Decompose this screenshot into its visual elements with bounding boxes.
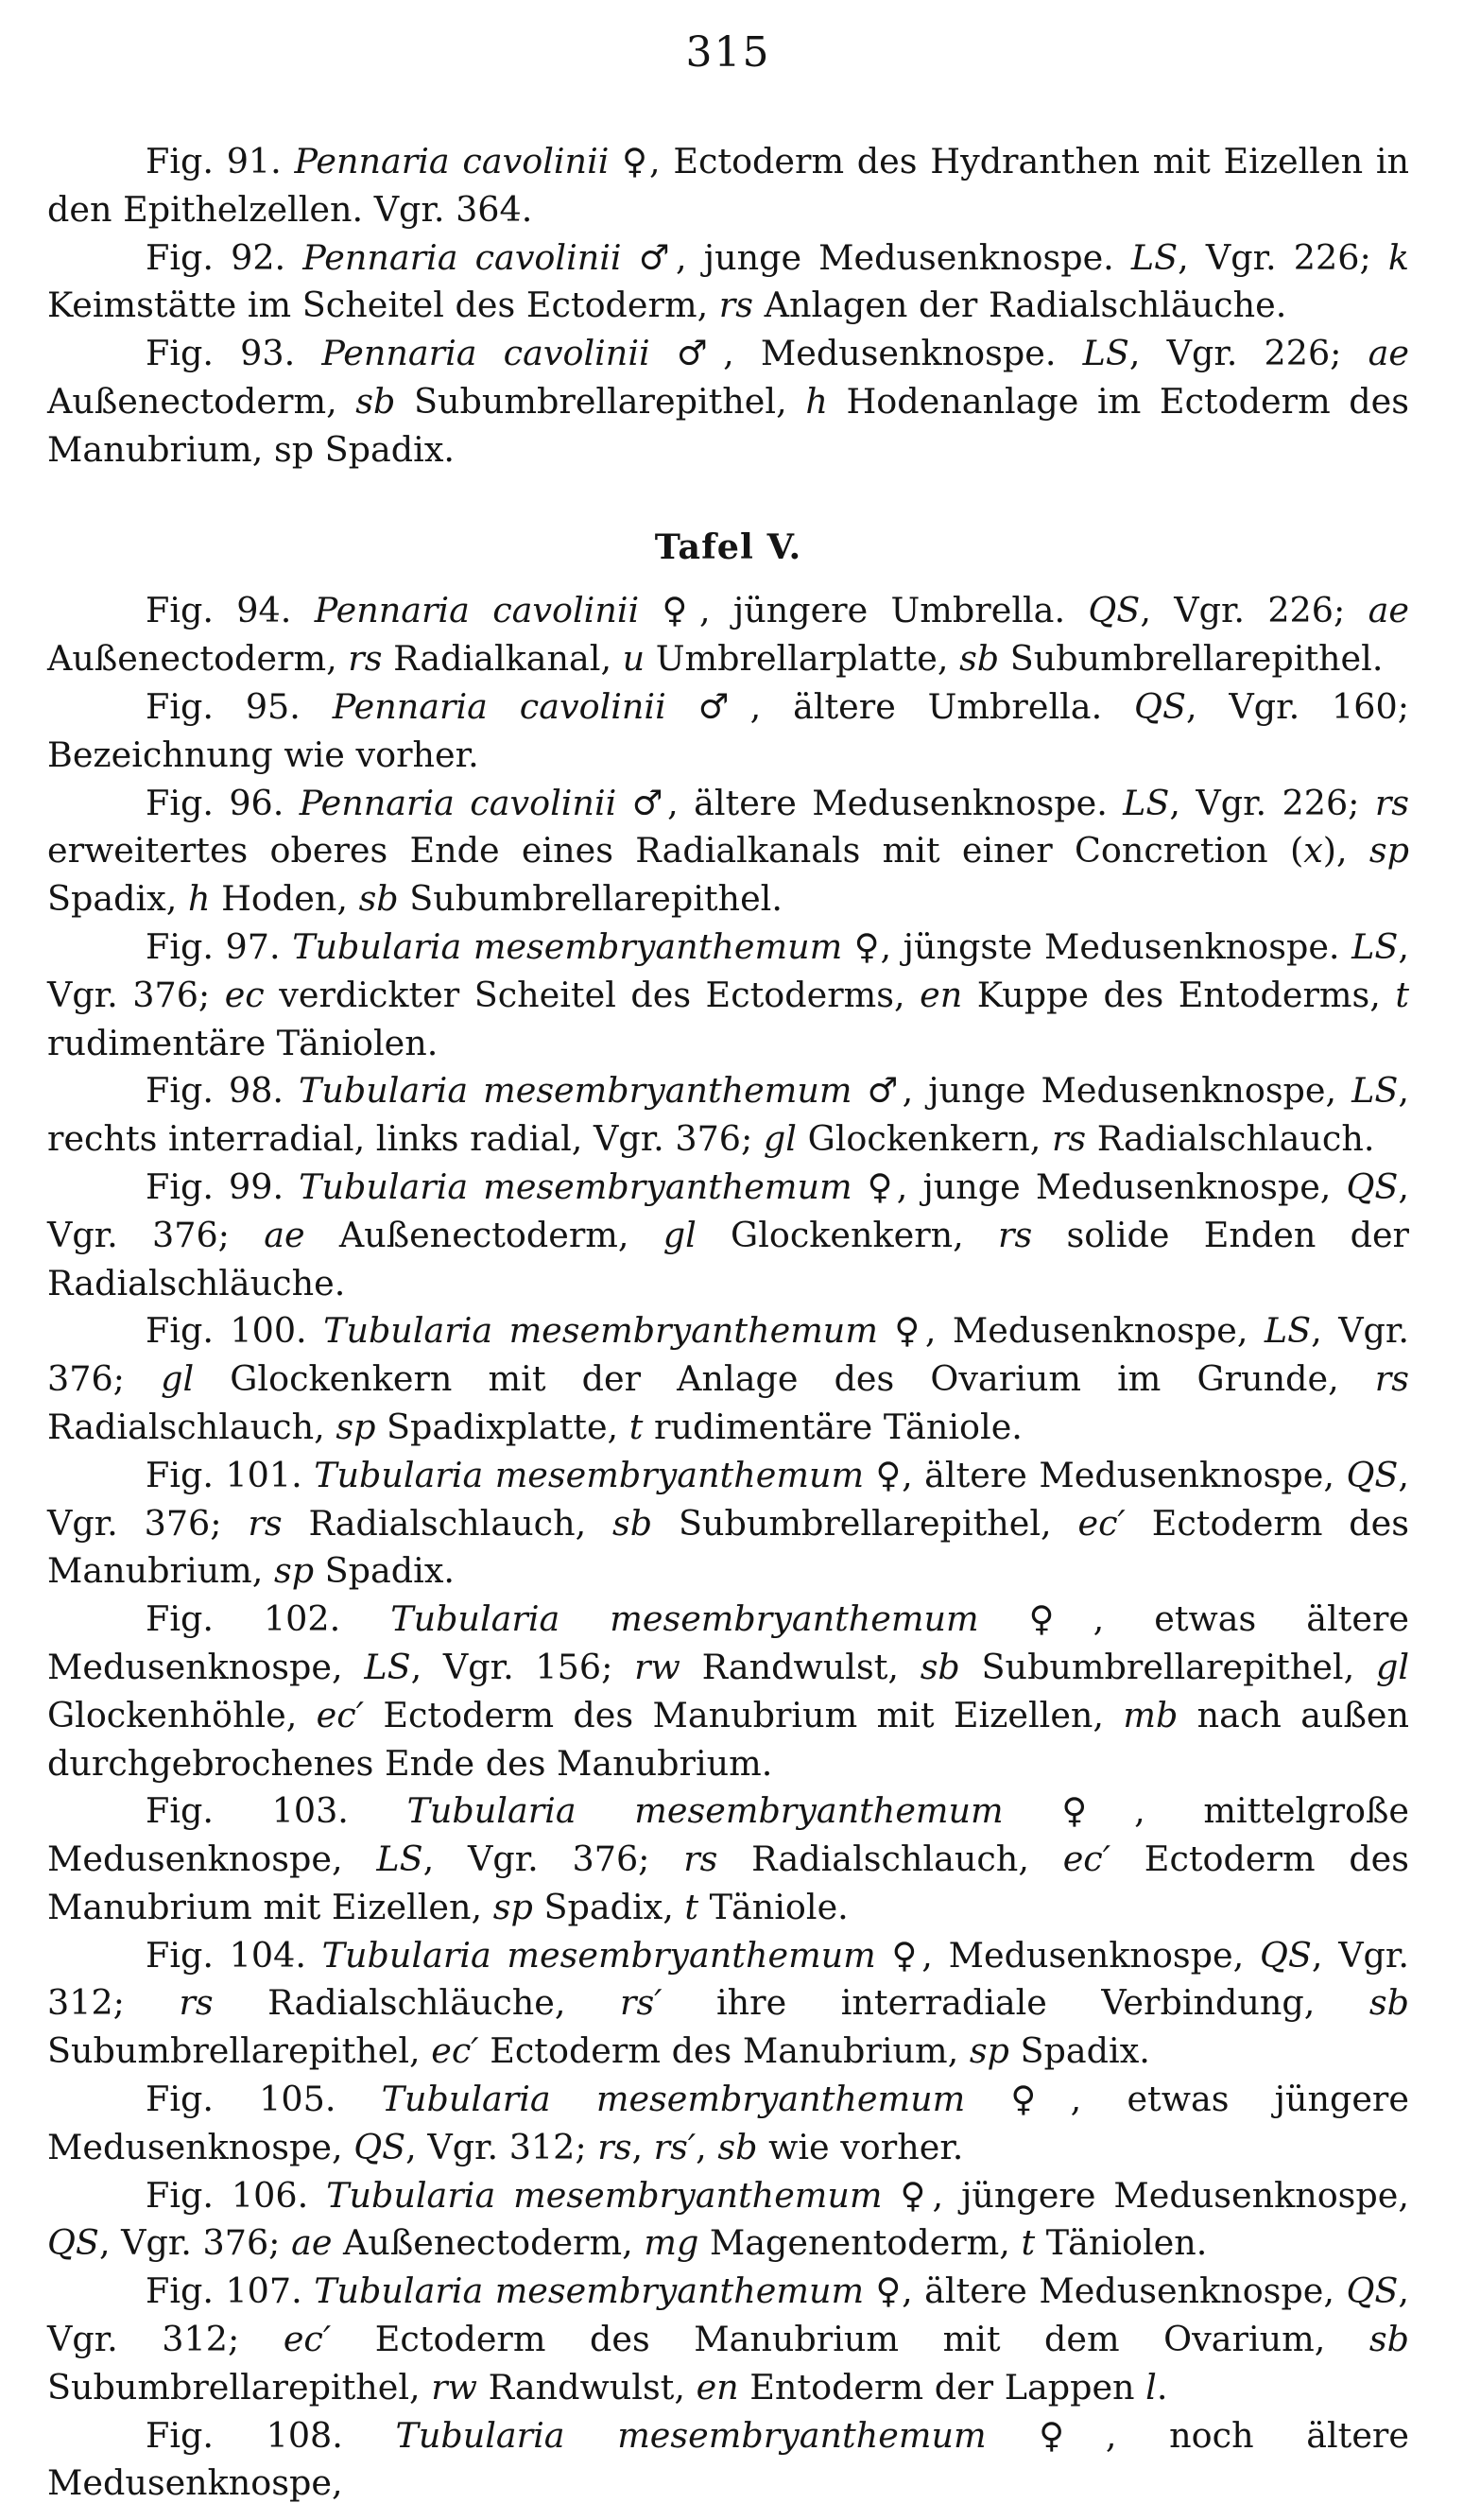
italic-term: sb: [959, 638, 1000, 680]
italic-term: QS: [1346, 1165, 1399, 1207]
caption-text: ♂, Medusenknospe.: [649, 333, 1083, 374]
italic-term: Pennaria cavolinii: [332, 685, 666, 727]
caption-text: Fig. 104.: [146, 1934, 322, 1976]
italic-term: ec′: [316, 1694, 365, 1735]
figure-caption: [47, 1596, 1409, 1787]
caption-text: Subumbrellarepithel.: [999, 638, 1384, 680]
italic-term: ae: [1368, 333, 1410, 374]
italic-term: sp: [273, 1550, 315, 1592]
italic-term: ae: [1368, 590, 1410, 631]
caption-text: Fig. 108.: [146, 2414, 396, 2456]
italic-term: Tubularia mesembryanthemum: [314, 2270, 865, 2312]
caption-text: Fig. 93.: [146, 333, 322, 374]
figure-caption: [47, 1067, 1409, 1164]
italic-term: Tubularia mesembryanthemum: [299, 1165, 852, 1207]
italic-term: sb: [358, 878, 399, 920]
caption-text: ♀, ältere Medusenknospe,: [864, 2270, 1347, 2312]
italic-term: ae: [264, 1214, 305, 1255]
caption-text: Fig. 96.: [146, 782, 300, 823]
figure-caption: [47, 780, 1409, 923]
caption-text: Ectoderm des Manubrium,: [47, 1502, 1409, 1592]
caption-text: Magenentoderm,: [698, 2222, 1022, 2264]
caption-text: Radialschlauch,: [282, 1502, 613, 1544]
caption-text: verdickter Scheitel des Ectoderms,: [264, 974, 921, 1015]
italic-term: QS: [1346, 1454, 1399, 1495]
italic-term: LS: [1082, 333, 1129, 374]
italic-term: QS: [1134, 685, 1186, 727]
caption-text: ),: [1322, 830, 1369, 872]
caption-text: Radialschlauch.: [1086, 1118, 1375, 1160]
caption-text: Radialkanal,: [382, 638, 623, 680]
caption-text: Glockenkern,: [796, 1118, 1052, 1160]
italic-term: u: [622, 638, 645, 680]
caption-text: rudimentäre Täniolen.: [47, 1022, 439, 1063]
caption-text: , Vgr. 156;: [410, 1646, 635, 1687]
italic-term: sb: [920, 1646, 960, 1687]
caption-text: Außenectoderm,: [332, 2222, 645, 2264]
caption-text: Umbrellarplatte,: [645, 638, 960, 680]
caption-text: Fig. 100.: [146, 1310, 324, 1352]
figure-caption: [47, 330, 1409, 474]
italic-term: ec′: [1062, 1838, 1111, 1880]
figure-caption: [47, 587, 1409, 683]
caption-text: , Vgr. 312;: [405, 2126, 598, 2167]
caption-text: ♀, jüngere Umbrella.: [639, 590, 1089, 631]
caption-text: , Vgr. 376;: [422, 1838, 684, 1880]
italic-term: en: [920, 974, 963, 1015]
italic-term: Pennaria cavolinii: [302, 236, 622, 278]
caption-text: , Vgr. 312;: [47, 1934, 1409, 2024]
caption-text: .: [1156, 2366, 1168, 2408]
italic-term: Pennaria cavolinii: [299, 782, 617, 823]
caption-text: , Vgr. 376;: [47, 1165, 1410, 1255]
caption-text: ♀, Ectoderm des Hydranthen mit Eizellen in den Epithelzellen. Vgr. 364.: [47, 141, 1410, 230]
italic-term: gl: [161, 1358, 195, 1400]
caption-text: , Vgr. 376;: [47, 1310, 1409, 1400]
italic-term: Tubularia mesembryanthemum: [326, 2174, 883, 2216]
caption-text: Keimstätte im Scheitel des Ectoderm,: [47, 285, 719, 326]
italic-term: Tubularia mesembryanthemum: [381, 2079, 966, 2120]
italic-term: Tubularia mesembryanthemum: [390, 1598, 979, 1640]
italic-term: ae: [291, 2222, 333, 2264]
italic-term: t: [1021, 2222, 1036, 2264]
italic-term: rs: [179, 1982, 214, 2024]
caption-text: ♂, ältere Umbrella.: [665, 685, 1135, 727]
figure-caption: [47, 1164, 1409, 1307]
figure-caption: [47, 2076, 1409, 2172]
figure-caption: [47, 1932, 1409, 2076]
caption-text: Fig. 91.: [146, 141, 295, 181]
italic-term: LS: [1130, 236, 1179, 278]
caption-text: , Vgr. 226;: [1169, 782, 1375, 823]
figure-caption: [47, 923, 1409, 1067]
italic-term: rs: [348, 638, 383, 680]
caption-text: , Vgr. 376;: [47, 925, 1409, 1015]
caption-text: Glockenkern mit der Anlage des Ovarium im Grunde,: [194, 1358, 1375, 1400]
caption-text: ♀, junge Medusenknospe,: [852, 1165, 1347, 1207]
caption-text: , Vgr. 226;: [1178, 236, 1388, 278]
caption-text: , Vgr. 226;: [1140, 590, 1368, 631]
caption-text: Subumbrellarepithel.: [398, 878, 783, 920]
italic-term: ec: [224, 974, 265, 1015]
caption-text: Ectoderm des Manubrium mit dem Ovarium,: [331, 2319, 1369, 2360]
caption-text: Spadix,: [47, 878, 188, 920]
italic-term: k: [1387, 236, 1410, 278]
caption-text: ♀, jüngere Medusenknospe,: [882, 2174, 1409, 2216]
italic-term: mg: [644, 2222, 699, 2264]
italic-term: mb: [1123, 1694, 1179, 1735]
italic-term: LS: [1264, 1310, 1312, 1352]
italic-term: sp: [336, 1406, 376, 1447]
italic-term: t: [628, 1406, 644, 1447]
italic-term: rw: [431, 2366, 477, 2408]
caption-text: Hoden,: [210, 878, 359, 920]
caption-text: ♀, mittelgroße Medusenknospe,: [47, 1790, 1409, 1880]
italic-term: sb: [717, 2126, 758, 2167]
caption-text: Fig. 98.: [146, 1070, 300, 1112]
caption-text: Fig. 99.: [146, 1165, 300, 1207]
italic-term: gl: [763, 1118, 797, 1160]
italic-term: QS: [353, 2126, 406, 2167]
caption-text: ,: [696, 2126, 718, 2167]
caption-text: Ectoderm des Manubrium mit Eizellen,: [364, 1694, 1124, 1735]
caption-text: rudimentäre Täniole.: [643, 1406, 1023, 1447]
italic-term: l: [1145, 2366, 1157, 2408]
italic-term: sb: [1368, 1982, 1409, 2024]
caption-text: Fig. 102.: [146, 1598, 391, 1640]
caption-text: , rechts interradial, links radial, Vgr. 376;: [47, 1070, 1409, 1160]
italic-term: x: [1303, 830, 1323, 872]
italic-term: sb: [1368, 2319, 1409, 2360]
caption-text: Subumbrellarepithel,: [47, 2030, 432, 2072]
caption-text: Täniolen.: [1035, 2222, 1208, 2264]
caption-text: Außenectoderm,: [47, 380, 356, 422]
figure-caption: [47, 2172, 1409, 2269]
figure-captions-before: [47, 138, 1409, 475]
italic-term: LS: [364, 1646, 411, 1687]
caption-text: Randwulst,: [680, 1646, 921, 1687]
caption-text: Fig. 105.: [146, 2079, 382, 2120]
caption-text: Subumbrellarepithel,: [959, 1646, 1376, 1687]
italic-term: LS: [1351, 1070, 1399, 1112]
italic-term: Tubularia mesembryanthemum: [299, 1070, 852, 1112]
caption-text: ♀, noch ältere Medusenknospe,: [47, 2414, 1409, 2504]
italic-term: Pennaria cavolinii: [294, 141, 610, 181]
italic-term: rs: [1374, 1358, 1409, 1400]
italic-term: sp: [492, 1886, 533, 1927]
caption-text: ihre interradiale Verbindung,: [662, 1982, 1369, 2024]
italic-term: Pennaria cavolinii: [314, 590, 640, 631]
italic-term: Tubularia mesembryanthemum: [395, 2414, 987, 2456]
italic-term: h: [187, 878, 211, 920]
italic-term: ec′: [431, 2030, 479, 2072]
caption-text: ♂, ältere Medusenknospe.: [616, 782, 1124, 823]
caption-text: Subumbrellarepithel,: [652, 1502, 1078, 1544]
section-heading: Tafel V.: [654, 526, 802, 567]
caption-text: , Vgr. 312;: [47, 2270, 1409, 2360]
caption-text: Entoderm der Lappen: [738, 2366, 1146, 2408]
italic-term: rs: [597, 2126, 632, 2167]
italic-term: sb: [612, 1502, 653, 1544]
caption-text: , Vgr. 226;: [1128, 333, 1368, 374]
figure-caption: [47, 1787, 1409, 1931]
caption-text: ♀, etwas jüngere Medusenknospe,: [47, 2079, 1409, 2167]
figure-caption: [47, 234, 1409, 331]
italic-term: gl: [663, 1214, 697, 1255]
caption-text: Außenectoderm,: [47, 638, 349, 680]
italic-term: Tubularia mesembryanthemum: [314, 1454, 865, 1495]
caption-text: Spadix,: [532, 1886, 685, 1927]
italic-term: LS: [1123, 782, 1170, 823]
caption-text: Ectoderm des Manubrium mit Eizellen,: [47, 1838, 1410, 1927]
caption-text: , Vgr. 376;: [98, 2222, 292, 2264]
figure-caption: [47, 138, 1409, 234]
caption-text: Subumbrellarepithel,: [395, 380, 806, 422]
caption-text: Spadix.: [314, 1550, 456, 1592]
caption-text: Fig. 97.: [146, 925, 293, 967]
caption-text: Spadixplatte,: [375, 1406, 629, 1447]
italic-term: rw: [634, 1646, 680, 1687]
caption-text: Fig. 92.: [146, 236, 303, 278]
italic-term: Tubularia mesembryanthemum: [406, 1790, 1004, 1832]
caption-text: , Vgr. 376;: [47, 1454, 1409, 1544]
caption-text: erweitertes oberes Ende eines Radialkanals mit einer Concretion (: [47, 830, 1304, 872]
figure-captions-after: [47, 587, 1409, 2508]
caption-text: ♀, Medusenknospe,: [875, 1934, 1260, 1976]
caption-text: Fig. 95.: [146, 685, 333, 727]
italic-term: LS: [376, 1838, 423, 1880]
figure-caption: [47, 1307, 1409, 1451]
caption-text: nach außen durchgebrochenes Ende des Manubrium.: [47, 1694, 1409, 1784]
italic-term: ec′: [283, 2319, 332, 2360]
figure-caption: [47, 1452, 1409, 1596]
caption-text: ♀, jüngste Medusenknospe.: [842, 925, 1352, 967]
caption-text: Fig. 107.: [146, 2270, 315, 2312]
italic-term: t: [684, 1886, 699, 1927]
figure-caption: [47, 683, 1409, 780]
figure-caption: [47, 2412, 1409, 2509]
italic-term: Tubularia mesembryanthemum: [292, 925, 843, 967]
italic-term: QS: [1346, 2270, 1399, 2312]
caption-text: ♂, junge Medusenknospe.: [621, 236, 1131, 278]
caption-text: Randwulst,: [476, 2366, 697, 2408]
caption-text: ♀, ältere Medusenknospe,: [864, 1454, 1347, 1495]
italic-term: QS: [47, 2222, 99, 2264]
italic-term: rs′: [620, 1982, 663, 2024]
caption-text: Täniole.: [698, 1886, 849, 1927]
caption-text: ♀, etwas ältere Medusenknospe,: [47, 1598, 1409, 1687]
caption-text: ♀, Medusenknospe,: [877, 1310, 1265, 1352]
caption-text: Fig. 103.: [146, 1790, 407, 1832]
italic-term: QS: [1088, 590, 1141, 631]
caption-text: Radialschlauch,: [717, 1838, 1063, 1880]
italic-term: rs: [683, 1838, 718, 1880]
italic-term: rs: [1374, 782, 1410, 823]
caption-text: ,: [631, 2126, 654, 2167]
caption-text: Außenectoderm,: [304, 1214, 663, 1255]
caption-text: Fig. 101.: [146, 1454, 315, 1495]
italic-term: rs: [248, 1502, 283, 1544]
caption-text: , Vgr. 160; Bezeichnung wie vorher.: [47, 685, 1410, 775]
italic-term: rs: [1051, 1118, 1087, 1160]
italic-term: LS: [1351, 925, 1399, 967]
italic-term: rs′: [653, 2126, 697, 2167]
italic-term: rs: [998, 1214, 1033, 1255]
italic-term: Tubularia mesembryanthemum: [321, 1934, 876, 1976]
italic-term: h: [805, 380, 828, 422]
italic-term: en: [696, 2366, 739, 2408]
caption-text: ♂, junge Medusenknospe,: [852, 1070, 1352, 1112]
caption-text: Radialschlauch,: [47, 1406, 336, 1447]
caption-text: Spadix.: [1008, 2030, 1150, 2072]
caption-text: wie vorher.: [757, 2126, 964, 2167]
caption-text: Subumbrellarepithel,: [47, 2366, 432, 2408]
italic-term: sp: [1368, 830, 1409, 872]
caption-text: Kuppe des Entoderms,: [962, 974, 1396, 1015]
italic-term: QS: [1259, 1934, 1312, 1976]
caption-text: Anlagen der Radialschläuche.: [752, 285, 1287, 326]
caption-text: Hodenanlage im Ectoderm des Manubrium, sp Spadix.: [47, 380, 1409, 470]
italic-term: ec′: [1077, 1502, 1126, 1544]
italic-term: sp: [969, 2030, 1009, 2072]
caption-text: Glockenhöhle,: [47, 1694, 317, 1735]
figure-caption: [47, 2268, 1409, 2411]
page-number: 315: [685, 28, 771, 77]
caption-text: solide Enden der Radialschläuche.: [47, 1214, 1409, 1303]
italic-term: Pennaria cavolinii: [321, 333, 650, 374]
caption-text: Radialschläuche,: [213, 1982, 621, 2024]
italic-term: t: [1395, 974, 1410, 1015]
caption-text: Fig. 106.: [146, 2174, 327, 2216]
italic-term: rs: [718, 285, 753, 326]
italic-term: sb: [355, 380, 396, 422]
caption-text: Fig. 94.: [146, 590, 315, 631]
caption-text: Glockenkern,: [696, 1214, 999, 1255]
italic-term: Tubularia mesembryanthemum: [323, 1310, 878, 1352]
caption-text: Ectoderm des Manubrium,: [478, 2030, 970, 2072]
italic-term: gl: [1375, 1646, 1409, 1687]
